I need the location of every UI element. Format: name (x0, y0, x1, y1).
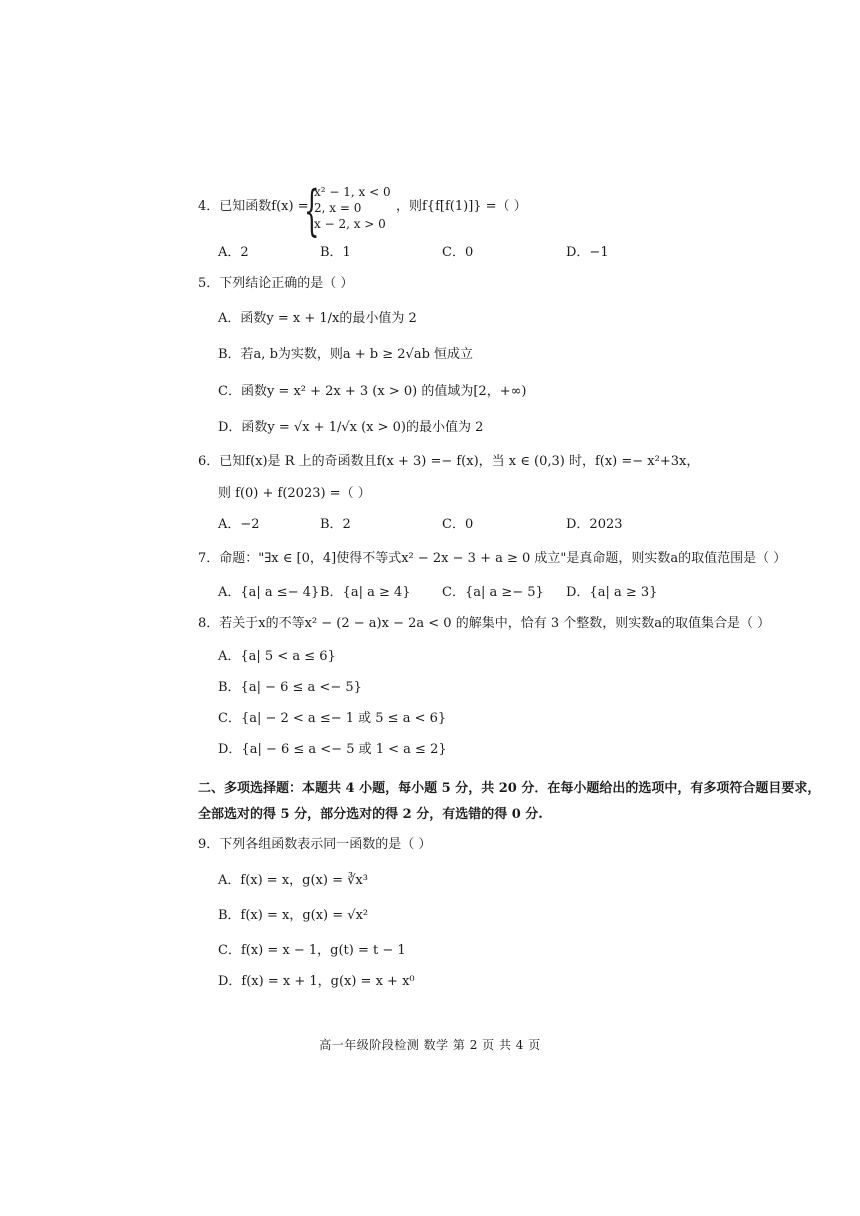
q9-option-b: B．f(x) = x，g(x) = √x² (218, 908, 369, 923)
q4-case-2: 2, x = 0 (314, 201, 362, 215)
q7-option-d: D．{a| a ≥ 3} (566, 585, 658, 600)
q5-option-c: C．函数y = x² + 2x + 3 (x > 0) 的值域为[2，+∞) (218, 384, 527, 399)
q8-stem: 8．若关于x的不等x² − (2 − a)x − 2a < 0 的解集中，恰有 3 个整数，则实数a的取值集合是（ ） (198, 616, 771, 631)
q5-option-d: D．函数y = √x + 1/√x (x > 0)的最小值为 2 (218, 420, 484, 435)
q5-option-a: A．函数y = x + 1/x的最小值为 2 (218, 311, 417, 326)
q6-option-c: C．0 (442, 517, 474, 532)
q7-option-a: A．{a| a ≤− 4} (218, 585, 320, 600)
section2-heading-line2: 全部选对的得 5 分，部分选对的得 2 分，有选错的得 0 分. (198, 807, 543, 822)
q4-option-d: D．−1 (566, 245, 609, 260)
q4-option-c: C．0 (442, 245, 474, 260)
q8-option-c: C．{a| − 2 < a ≤− 1 或 5 ≤ a < 6} (218, 711, 447, 726)
q4-prefix: 4．已知函数f(x) = (198, 199, 309, 214)
q4-brace: { (304, 179, 320, 242)
q6-stem-line1: 6．已知f(x)是 R 上的奇函数且f(x + 3) =− f(x)，当 x ∈ (0,3) 时，f(x) =− x²+3x， (198, 454, 700, 469)
q6-option-d: D．2023 (566, 517, 623, 532)
q4-suffix: ，则f{f[f(1)]} =（ ） (396, 199, 527, 214)
q4-case-3: x − 2, x > 0 (314, 217, 386, 231)
q7-option-b: B．{a| a ≥ 4} (320, 585, 411, 600)
q8-option-a: A．{a| 5 < a ≤ 6} (218, 649, 336, 664)
q6-stem-line2: 则 f(0) + f(2023) =（ ） (218, 486, 371, 501)
q6-option-a: A．−2 (218, 517, 260, 532)
q5-stem: 5．下列结论正确的是（ ） (198, 276, 354, 291)
q9-stem: 9．下列各组函数表示同一函数的是（ ） (198, 837, 432, 852)
section2-heading-line1: 二、多项选择题：本题共 4 小题，每小题 5 分，共 20 分．在每小题给出的选项中，有多项符合题目要求， (198, 781, 821, 796)
q8-option-b: B．{a| − 6 ≤ a <− 5} (218, 680, 362, 695)
q9-option-a: A．f(x) = x，g(x) = ∛x³ (218, 873, 368, 888)
q9-option-c: C．f(x) = x − 1，g(t) = t − 1 (218, 943, 406, 958)
q7-stem: 7．命题："∃x ∈ [0，4]使得不等式x² − 2x − 3 + a ≥ 0 成立"是真命题，则实数a的取值范围是（ ） (198, 551, 787, 566)
q9-option-d: D．f(x) = x + 1，g(x) = x + x⁰ (218, 974, 415, 989)
q4-option-a: A．2 (218, 245, 249, 260)
page-footer: 高一年级阶段检测 数学 第 2 页 共 4 页 (319, 1038, 541, 1052)
q7-option-c: C．{a| a ≥− 5} (442, 585, 544, 600)
q5-option-b: B．若a, b为实数，则a + b ≥ 2√ab 恒成立 (218, 347, 474, 362)
q6-option-b: B．2 (320, 517, 351, 532)
q8-option-d: D．{a| − 6 ≤ a <− 5 或 1 < a ≤ 2} (218, 742, 447, 757)
q4-option-b: B．1 (320, 245, 351, 260)
q4-case-1: x² − 1, x < 0 (314, 185, 391, 199)
